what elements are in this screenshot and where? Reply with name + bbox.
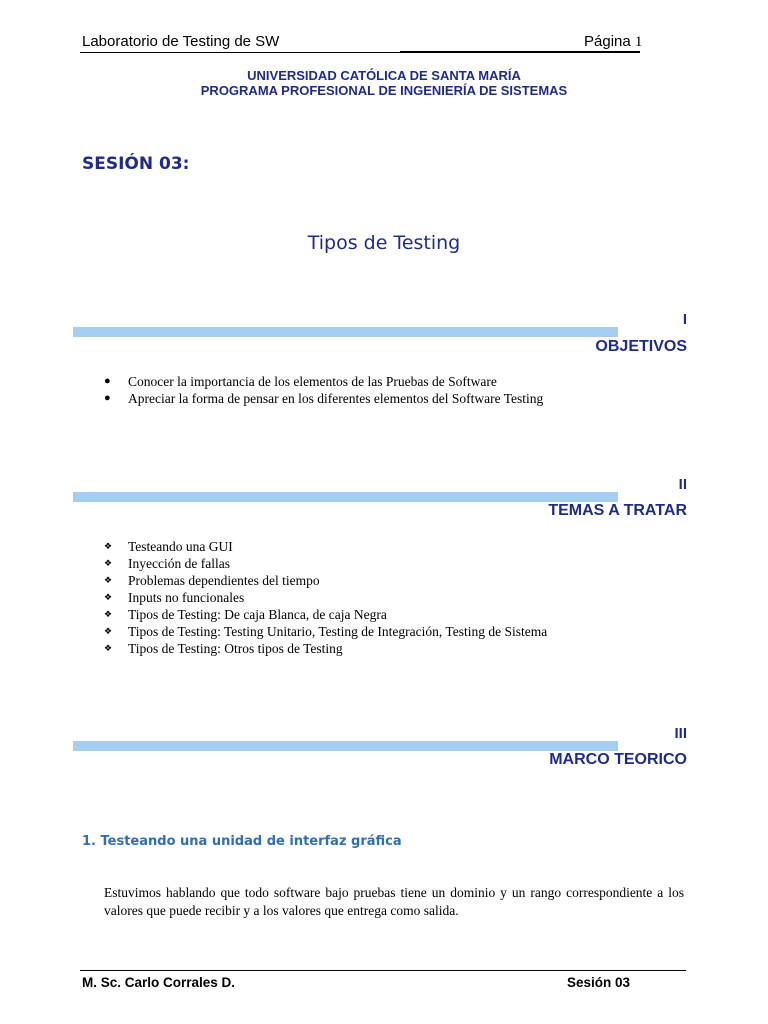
objectives-list <box>104 373 543 407</box>
bullet-icon: ● <box>104 375 111 387</box>
footer-session: Sesión 03 <box>567 975 631 990</box>
list-item-text: Tipos de Testing: Otros tipos de Testing <box>128 641 343 656</box>
body-paragraph: Estuvimos hablando que todo software bajo pruebas tiene un dominio y un rango correspondiente a los valores que puede recibir y a los valores que entrega como salida. <box>104 885 684 918</box>
list-item-text: Inyección de fallas <box>128 556 230 571</box>
section-number: I <box>682 311 687 328</box>
list-item <box>104 606 547 623</box>
section-bar <box>73 741 618 751</box>
session-label: SESIÓN 03: <box>82 154 190 174</box>
section-number: III <box>674 725 687 742</box>
diamond-bullet-icon: ❖ <box>104 592 113 602</box>
diamond-bullet-icon: ❖ <box>104 575 113 585</box>
page-label: Página <box>584 33 631 50</box>
header-rule <box>80 52 400 53</box>
list-item <box>104 390 543 407</box>
list-item-text: Problemas dependientes del tiempo <box>128 573 320 588</box>
diamond-bullet-icon: ❖ <box>104 643 113 653</box>
list-item-text: Inputs no funcionales <box>128 590 245 605</box>
program-name: PROGRAMA PROFESIONAL DE INGENIERÍA DE SISTEMAS <box>200 83 568 98</box>
footer-author: M. Sc. Carlo Corrales D. <box>82 975 236 990</box>
list-item <box>104 538 547 555</box>
topics-list <box>104 538 547 657</box>
section-title: TEMAS A TRATAR <box>548 502 687 519</box>
section-bar <box>73 492 618 502</box>
header-title: Laboratorio de Testing de SW <box>82 33 280 50</box>
list-item <box>104 572 547 589</box>
diamond-bullet-icon: ❖ <box>104 609 113 619</box>
list-item <box>104 623 547 640</box>
section-number: II <box>678 476 687 493</box>
section-bar <box>73 327 618 337</box>
list-item-text: Tipos de Testing: De caja Blanca, de caja Negra <box>128 607 387 622</box>
list-item-text: Conocer la importancia de los elementos de las Pruebas de Software <box>128 374 497 389</box>
list-item-text: Tipos de Testing: Testing Unitario, Testing de Integración, Testing de Sistema <box>128 624 548 639</box>
list-item <box>104 373 543 390</box>
subsection-heading: 1. Testeando una unidad de interfaz gráfica <box>82 834 402 849</box>
university-name: UNIVERSIDAD CATÓLICA DE SANTA MARÍA <box>247 68 521 83</box>
diamond-bullet-icon: ❖ <box>104 541 113 551</box>
page-number: 1 <box>634 34 643 50</box>
section-title: OBJETIVOS <box>595 338 687 355</box>
header-rule-thick <box>400 51 640 53</box>
list-item <box>104 589 547 606</box>
bullet-icon: ● <box>104 392 111 404</box>
list-item <box>104 640 547 657</box>
diamond-bullet-icon: ❖ <box>104 626 113 636</box>
list-item <box>104 555 547 572</box>
diamond-bullet-icon: ❖ <box>104 558 113 568</box>
header-page <box>584 33 642 51</box>
document-title: Tipos de Testing <box>307 232 461 254</box>
list-item-text: Apreciar la forma de pensar en los diferentes elementos del Software Testing <box>128 391 544 406</box>
section-title: MARCO TEORICO <box>549 751 687 768</box>
footer-rule <box>80 970 686 971</box>
list-item-text: Testeando una GUI <box>128 539 233 554</box>
